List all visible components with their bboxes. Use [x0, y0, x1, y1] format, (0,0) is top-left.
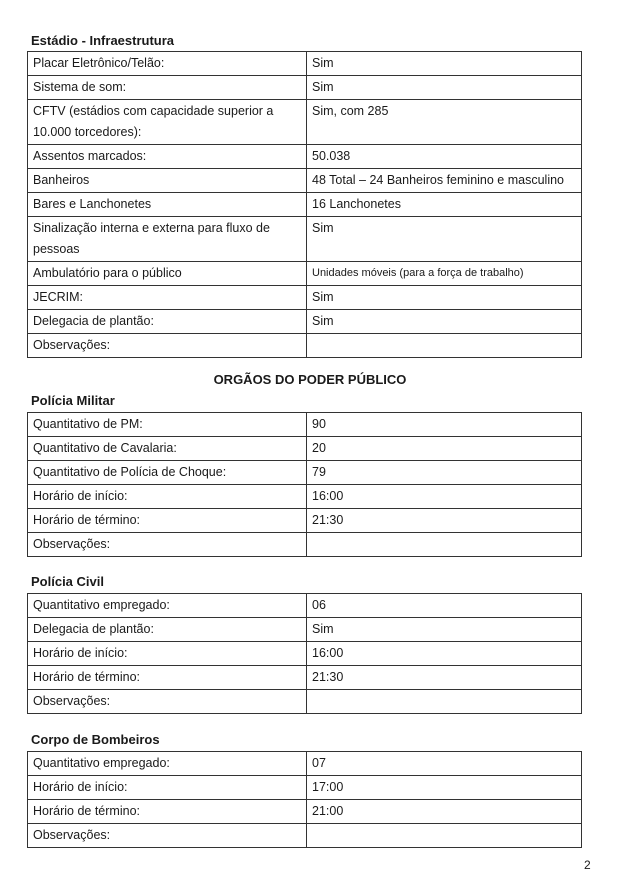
table-row — [28, 485, 582, 509]
row-value: 07 — [307, 752, 582, 776]
row-label: Observações: — [28, 533, 307, 557]
row-label: Horário de término: — [28, 800, 307, 824]
row-value: 21:30 — [307, 666, 582, 690]
row-value — [307, 334, 582, 358]
row-value: 48 Total – 24 Banheiros feminino e masculino — [307, 169, 582, 193]
row-label: Quantitativo de Polícia de Choque: — [28, 461, 307, 485]
row-label: Horário de início: — [28, 642, 307, 666]
table-row — [28, 509, 582, 533]
row-value: Sim — [307, 310, 582, 334]
row-label: Sistema de som: — [28, 76, 307, 100]
table-row — [28, 800, 582, 824]
section-title-estadio: Estádio - Infraestrutura — [31, 33, 175, 48]
row-label: Bares e Lanchonetes — [28, 193, 307, 217]
row-value: 50.038 — [307, 145, 582, 169]
table-row — [28, 642, 582, 666]
row-label: Delegacia de plantão: — [28, 618, 307, 642]
row-value: 21:00 — [307, 800, 582, 824]
table-row — [28, 690, 582, 714]
row-value: 21:30 — [307, 509, 582, 533]
row-label: Delegacia de plantão: — [28, 310, 307, 334]
table-row — [28, 334, 582, 358]
row-value: Sim, com 285 — [307, 100, 582, 145]
table-row — [28, 169, 582, 193]
table-estadio — [27, 51, 582, 358]
row-label: Assentos marcados: — [28, 145, 307, 169]
row-label: Quantitativo empregado: — [28, 752, 307, 776]
row-label: Banheiros — [28, 169, 307, 193]
row-label: Ambulatório para o público — [28, 262, 307, 286]
row-value: 16:00 — [307, 485, 582, 509]
row-value: 17:00 — [307, 776, 582, 800]
row-label: Horário de término: — [28, 666, 307, 690]
table-row — [28, 594, 582, 618]
section-title-pm: Polícia Militar — [31, 393, 115, 408]
table-row — [28, 437, 582, 461]
table-row — [28, 193, 582, 217]
row-label: Sinalização interna e externa para fluxo de pessoas — [28, 217, 307, 262]
table-pc — [27, 593, 582, 714]
row-value: 16 Lanchonetes — [307, 193, 582, 217]
row-value — [307, 690, 582, 714]
row-value: Sim — [307, 217, 582, 262]
row-value: 06 — [307, 594, 582, 618]
table-cb — [27, 751, 582, 848]
orgaos-title: ORGÃOS DO PODER PÚBLICO — [213, 372, 407, 387]
section-title-cb: Corpo de Bombeiros — [31, 732, 160, 747]
row-value — [307, 533, 582, 557]
table-row — [28, 824, 582, 848]
row-label: Quantitativo de PM: — [28, 413, 307, 437]
table-row — [28, 286, 582, 310]
table-row — [28, 52, 582, 76]
row-label: JECRIM: — [28, 286, 307, 310]
table-row — [28, 752, 582, 776]
row-value: Unidades móveis (para a força de trabalho) — [307, 262, 582, 286]
row-label: Placar Eletrônico/Telão: — [28, 52, 307, 76]
table-row — [28, 413, 582, 437]
table-row — [28, 618, 582, 642]
table-row — [28, 461, 582, 485]
row-label: Quantitativo de Cavalaria: — [28, 437, 307, 461]
row-value: 90 — [307, 413, 582, 437]
table-row — [28, 76, 582, 100]
table-row — [28, 776, 582, 800]
row-label: Horário de término: — [28, 509, 307, 533]
row-label: Observações: — [28, 824, 307, 848]
row-label: Horário de início: — [28, 776, 307, 800]
row-value — [307, 824, 582, 848]
row-label: Horário de início: — [28, 485, 307, 509]
row-value: Sim — [307, 76, 582, 100]
row-label: Observações: — [28, 334, 307, 358]
row-value: Sim — [307, 618, 582, 642]
row-value: Sim — [307, 52, 582, 76]
table-row — [28, 100, 582, 145]
table-row — [28, 310, 582, 334]
row-label: Quantitativo empregado: — [28, 594, 307, 618]
table-row — [28, 217, 582, 262]
row-value: 79 — [307, 461, 582, 485]
table-pm — [27, 412, 582, 557]
row-label: Observações: — [28, 690, 307, 714]
row-label: CFTV (estádios com capacidade superior a 10.000 torcedores): — [28, 100, 307, 145]
row-value: Sim — [307, 286, 582, 310]
row-value: 16:00 — [307, 642, 582, 666]
table-row — [28, 666, 582, 690]
table-row — [28, 145, 582, 169]
table-row — [28, 262, 582, 286]
page-number: 2 — [584, 858, 591, 872]
row-value: 20 — [307, 437, 582, 461]
table-row — [28, 533, 582, 557]
section-title-pc: Polícia Civil — [31, 574, 104, 589]
